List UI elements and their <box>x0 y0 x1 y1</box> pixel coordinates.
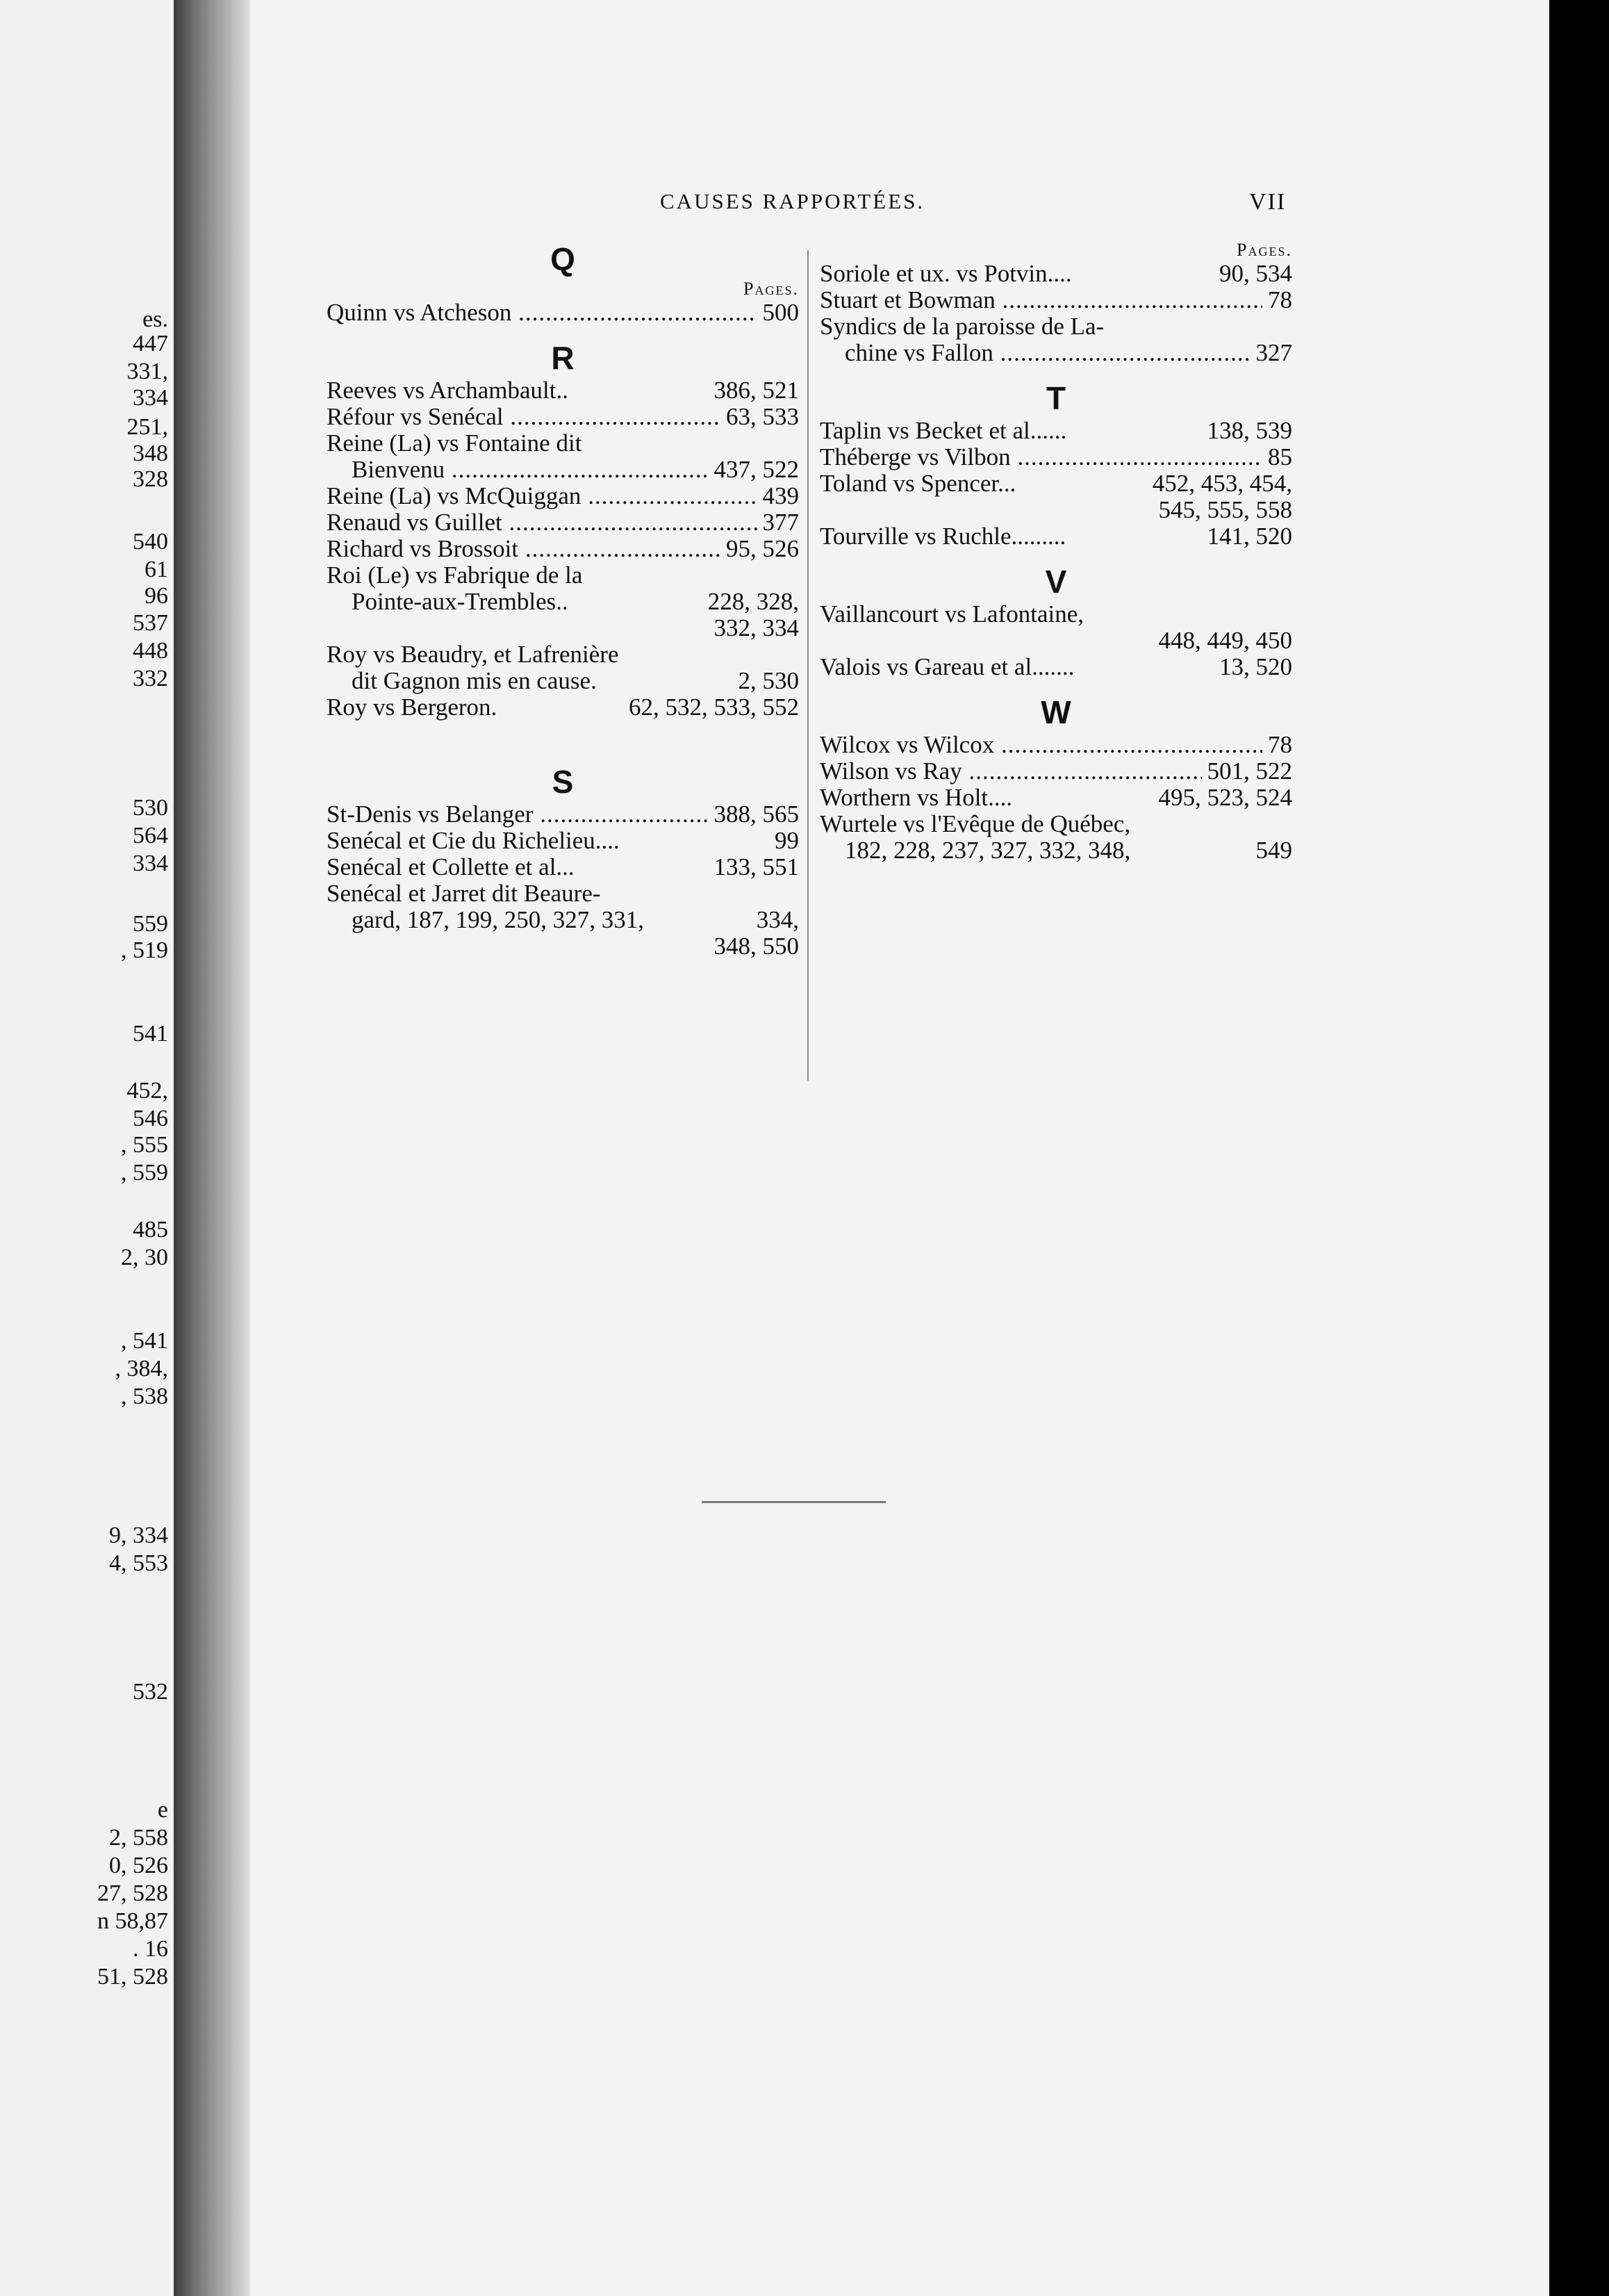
page-refs: 377 <box>762 509 799 536</box>
section-letter: W <box>1041 694 1071 730</box>
index-entry <box>327 694 799 721</box>
section-gap <box>327 326 799 338</box>
margin-page-number: , 555 <box>121 1132 168 1158</box>
end-rule <box>702 1501 886 1503</box>
pages-column-label: Pages. <box>1237 240 1292 260</box>
page-number: VII <box>1249 189 1287 215</box>
case-name: Toland vs Spencer... <box>820 470 1016 497</box>
case-name: Quinn vs Atcheson ..... <box>327 300 757 326</box>
index-entry <box>820 470 1292 523</box>
entry-line <box>820 785 1292 811</box>
section-letter: T <box>1046 380 1066 416</box>
entry-line <box>820 811 1292 837</box>
section-gap <box>327 721 799 762</box>
entry-line <box>327 483 799 509</box>
entry-line <box>820 418 1292 444</box>
index-entry <box>327 377 799 404</box>
margin-page-number: 559 <box>133 911 168 937</box>
entry-line <box>327 457 799 483</box>
section-gap <box>820 366 1292 379</box>
index-entry <box>820 732 1292 758</box>
entry-line <box>327 828 799 854</box>
page-refs: 437, 522 <box>713 456 799 483</box>
margin-page-number: 334 <box>133 385 168 411</box>
page-refs: 228, 328, <box>707 588 799 615</box>
margin-page-number: 4, 553 <box>109 1550 168 1576</box>
case-name: Théberge vs Vilbon ..... <box>820 444 1262 470</box>
entry-line <box>327 377 799 404</box>
case-name: Roi (Le) vs Fabrique de la <box>327 561 583 589</box>
case-name: Wurtele vs l'Evêque de Québec, <box>820 810 1131 837</box>
case-name: Senécal et Collette et al... <box>327 853 575 880</box>
entry-line <box>820 837 1292 864</box>
section-gap <box>820 680 1292 693</box>
page-refs: 141, 520 <box>1207 523 1292 550</box>
page-refs: 90, 534 <box>1219 260 1292 287</box>
margin-page-number: . 16 <box>133 1936 168 1962</box>
entry-line <box>820 340 1292 366</box>
margin-page-number: 485 <box>133 1217 168 1243</box>
section-letter: Q <box>550 241 575 277</box>
entry-line <box>820 287 1292 313</box>
margin-page-number: 530 <box>133 795 168 821</box>
case-name: Renaud vs Guillet ..... <box>327 509 757 536</box>
index-entry <box>820 758 1292 785</box>
page-refs: 495, 523, 524 <box>1158 784 1292 811</box>
case-name: Syndics de la paroisse de La- <box>820 313 1105 340</box>
page-refs: 62, 532, 533, 552 <box>629 694 799 721</box>
page-refs: 452, 453, 454, <box>1152 470 1292 497</box>
page-refs: 501, 522 <box>1207 757 1292 785</box>
case-name: Pointe-aux-Trembles.. <box>352 588 568 615</box>
section-letter: R <box>551 340 575 376</box>
margin-page-number: 348 <box>133 441 168 466</box>
case-name: dit Gagnon mis en cause. <box>352 667 597 694</box>
scan-border <box>1549 0 1609 2296</box>
page-refs: 133, 551 <box>713 853 799 880</box>
index-entry <box>820 444 1292 470</box>
index-column-left <box>327 240 799 960</box>
index-entry <box>327 483 799 509</box>
pages-column-label: Pages. <box>743 279 799 299</box>
index-entry <box>327 562 799 641</box>
margin-page-number: 334 <box>133 851 168 876</box>
case-name: Taplin vs Becket et al...... <box>820 417 1067 444</box>
page-refs: 13, 520 <box>1219 653 1292 680</box>
margin-page-number: , 541 <box>121 1328 168 1354</box>
case-name: Reine (La) vs McQuiggan ..... <box>327 483 757 509</box>
case-name: St-Denis vs Belanger ..... <box>327 801 709 828</box>
page-refs: 63, 533 <box>726 403 799 430</box>
case-name: Stuart et Bowman ..... <box>820 287 1262 313</box>
entry-line <box>327 854 799 880</box>
facing-page-fragment <box>0 0 174 2296</box>
entry-line <box>820 628 1292 654</box>
page-refs: 99 <box>775 827 799 854</box>
entry-line <box>820 261 1292 287</box>
entry-line <box>327 801 799 828</box>
margin-page-number: 452, <box>126 1078 168 1104</box>
case-name: Roy vs Bergeron. <box>327 694 497 721</box>
margin-page-number: 27, 528 <box>97 1880 168 1906</box>
index-entry <box>327 880 799 960</box>
case-name: Worthern vs Holt.... <box>820 784 1013 811</box>
case-name: 182, 228, 237, 327, 332, 348, <box>845 837 1131 864</box>
entry-line <box>327 536 799 562</box>
section-gap <box>820 550 1292 562</box>
entry-line <box>820 654 1292 680</box>
entry-line <box>820 523 1292 550</box>
case-name: Wilcox vs Wilcox ..... <box>820 732 1262 758</box>
margin-page-number: 540 <box>133 529 168 555</box>
entry-line <box>820 444 1292 470</box>
index-entry <box>820 287 1292 313</box>
case-name: Bienvenu ..... <box>352 457 709 483</box>
entry-line <box>820 601 1292 628</box>
index-entry <box>327 536 799 562</box>
page-refs: 85 <box>1268 443 1292 470</box>
entry-line <box>820 732 1292 758</box>
entry-line <box>327 933 799 960</box>
entry-line <box>327 668 799 694</box>
margin-page-number: 2, 30 <box>121 1245 168 1270</box>
margin-page-number: , 384, <box>115 1356 168 1381</box>
page-refs: 78 <box>1268 286 1292 313</box>
index-entry <box>327 828 799 854</box>
page-refs: 332, 334 <box>713 614 799 641</box>
entry-line <box>327 562 799 589</box>
index-entry <box>820 811 1292 864</box>
entry-line <box>327 404 799 430</box>
case-name: Reeves vs Archambault.. <box>327 377 568 404</box>
index-entry <box>820 523 1292 550</box>
margin-page-number: 331, <box>126 359 168 384</box>
margin-page-number: 332 <box>133 666 168 691</box>
case-name: Tourville vs Ruchle......... <box>820 523 1066 550</box>
index-entry <box>820 313 1292 366</box>
running-head-title: CAUSES RAPPORTÉES. <box>660 189 925 213</box>
index-entry <box>327 641 799 694</box>
case-name: gard, 187, 199, 250, 327, 331, <box>352 906 644 933</box>
margin-page-number: 251, <box>126 414 168 440</box>
case-name: Reine (La) vs Fontaine dit <box>327 429 582 457</box>
margin-page-number: n 58,87 <box>97 1908 168 1934</box>
margin-page-number: 96 <box>145 583 168 609</box>
entry-line <box>820 470 1292 497</box>
entry-line <box>820 758 1292 785</box>
margin-page-number: e <box>157 1797 168 1823</box>
page-refs: 388, 565 <box>713 801 799 828</box>
page-refs: 95, 526 <box>726 535 799 562</box>
section-letter: V <box>1045 564 1067 600</box>
page-refs: 439 <box>762 482 799 509</box>
entry-line <box>327 509 799 536</box>
page-refs: 78 <box>1268 731 1292 758</box>
entry-line <box>327 880 799 907</box>
margin-page-number: , 519 <box>121 937 168 963</box>
margin-page-number: es. <box>142 306 168 332</box>
index-entry <box>327 509 799 536</box>
index-entry <box>820 601 1292 654</box>
margin-page-number: 61 <box>145 557 168 582</box>
case-name: Wilson vs Ray ..... <box>820 758 1202 785</box>
entry-line <box>327 300 799 326</box>
page-refs: 334, <box>756 906 799 933</box>
index-entry <box>327 854 799 880</box>
index-entry <box>327 430 799 483</box>
margin-page-number: 546 <box>133 1106 168 1131</box>
margin-page-number: 532 <box>133 1679 168 1705</box>
book-gutter <box>174 0 250 2296</box>
index-entry <box>820 654 1292 680</box>
index-entry <box>820 785 1292 811</box>
case-name: Roy vs Beaudry, et Lafrenière <box>327 641 619 668</box>
margin-page-number: 2, 558 <box>109 1825 168 1851</box>
margin-page-number: 541 <box>133 1021 168 1047</box>
page-refs: 348, 550 <box>713 933 799 960</box>
index-entry <box>820 261 1292 287</box>
page-refs: 545, 555, 558 <box>1158 496 1292 523</box>
index-entry <box>327 404 799 430</box>
case-name: Réfour vs Senécal ..... <box>327 404 720 430</box>
margin-page-number: , 559 <box>121 1160 168 1186</box>
case-name: chine vs Fallon ..... <box>845 340 1251 366</box>
entry-line <box>327 907 799 933</box>
case-name: Valois vs Gareau et al....... <box>820 653 1075 680</box>
page-refs: 327 <box>1255 339 1292 366</box>
margin-page-number: 328 <box>133 466 168 492</box>
index-entry <box>327 300 799 326</box>
margin-page-number: 51, 528 <box>97 1964 168 1990</box>
margin-page-number: 537 <box>133 610 168 636</box>
index-entry <box>820 418 1292 444</box>
margin-page-number: 448 <box>133 638 168 664</box>
entry-line <box>820 313 1292 340</box>
margin-page-number: 564 <box>133 823 168 848</box>
page-refs: 386, 521 <box>713 377 799 404</box>
margin-page-number: 0, 526 <box>109 1853 168 1878</box>
entry-line <box>327 615 799 641</box>
entry-line <box>327 641 799 668</box>
page-refs: 2, 530 <box>738 667 799 694</box>
page-refs: 448, 449, 450 <box>1158 627 1292 654</box>
entry-line <box>327 589 799 615</box>
entry-line <box>820 497 1292 523</box>
entry-line <box>327 694 799 721</box>
section-letter: S <box>552 764 574 800</box>
case-name: Senécal et Cie du Richelieu.... <box>327 827 620 854</box>
case-name: Soriole et ux. vs Potvin.... <box>820 260 1072 287</box>
margin-page-number: , 538 <box>121 1384 168 1409</box>
entry-line <box>327 430 799 457</box>
case-name: Richard vs Brossoit ..... <box>327 536 720 562</box>
margin-page-number: 447 <box>133 331 168 356</box>
index-entry <box>327 801 799 828</box>
case-name: Vaillancourt vs Lafontaine, <box>820 600 1084 628</box>
margin-page-number: 9, 334 <box>109 1523 168 1548</box>
page-refs: 500 <box>762 299 799 326</box>
column-divider <box>807 250 809 1081</box>
case-name: Senécal et Jarret dit Beaure- <box>327 880 601 907</box>
page-refs: 138, 539 <box>1207 417 1292 444</box>
page-refs: 549 <box>1255 837 1292 864</box>
index-column-right <box>820 240 1292 864</box>
